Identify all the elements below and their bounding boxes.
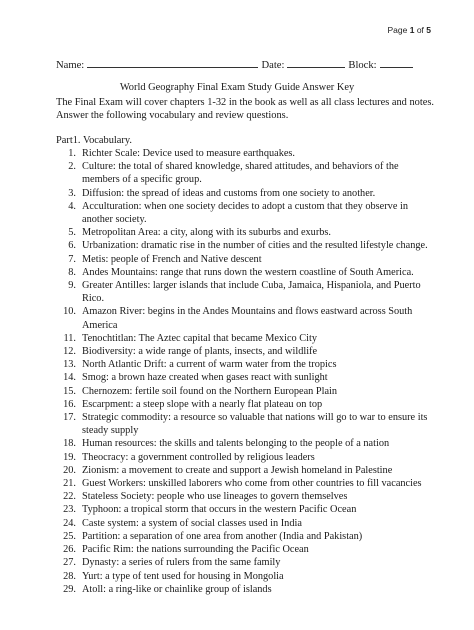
vocab-item — [56, 358, 434, 371]
vocab-item-number: 10. — [63, 306, 76, 318]
vocab-item — [56, 530, 434, 543]
vocab-item — [56, 451, 434, 464]
page-current: 1 — [409, 25, 415, 35]
vocab-item — [56, 332, 434, 345]
vocab-item-number: 4. — [68, 200, 76, 212]
vocab-item-text: Andes Mountains: range that runs down the western coastline of South America. — [82, 266, 414, 278]
vocab-item — [56, 385, 434, 398]
vocab-item-number: 22. — [63, 491, 76, 503]
vocab-item-text: Smog: a brown haze created when gases react with sunlight — [82, 372, 328, 384]
vocab-item-number: 21. — [63, 478, 76, 490]
vocab-item-number: 2. — [68, 161, 76, 173]
vocab-item-text: Stateless Society: people who use lineages to govern themselves — [82, 491, 348, 503]
vocab-item — [56, 266, 434, 279]
name-label: Name: — [56, 60, 85, 71]
vocab-item-text: Caste system: a system of social classes used in India — [82, 517, 302, 529]
name-blank[interactable] — [87, 58, 258, 68]
block-label: Block: — [348, 60, 377, 71]
vocab-item — [56, 345, 434, 358]
vocab-item-text: Greater Antilles: larger islands that include Cuba, Jamaica, Hispaniola, and Puerto Rico. — [82, 280, 421, 305]
block-blank[interactable] — [380, 58, 413, 68]
vocab-item-text: Diffusion: the spread of ideas and customs from one society to another. — [82, 187, 376, 199]
document-title: World Geography Final Exam Study Guide Answer Key — [119, 82, 355, 93]
vocab-item-number: 20. — [63, 464, 76, 476]
vocab-item — [56, 253, 434, 266]
part-heading: Part1. Vocabulary. — [56, 135, 132, 146]
vocab-item-number: 1. — [68, 148, 76, 159]
vocab-item-number: 26. — [63, 544, 76, 556]
vocab-item — [56, 200, 434, 226]
vocab-item — [56, 437, 434, 450]
vocab-item — [56, 371, 434, 384]
vocab-item-number: 15. — [63, 385, 76, 397]
vocab-item-number: 25. — [63, 530, 76, 542]
vocab-item-number: 5. — [68, 227, 76, 239]
intro-line-2: Answer the following vocabulary and review questions. — [56, 110, 289, 121]
vocab-item-text: Metropolitan Area: a city, along with its suburbs and exurbs. — [82, 227, 331, 239]
vocab-item-text: Pacific Rim: the nations surrounding the Pacific Ocean — [82, 544, 309, 556]
vocab-item-number: 12. — [63, 346, 76, 358]
date-label: Date: — [261, 60, 285, 71]
vocab-item — [56, 147, 434, 160]
vocab-item-number: 28. — [63, 570, 76, 582]
vocab-item-text: Richter Scale: Device used to measure earthquakes. — [82, 148, 296, 159]
vocab-item-text: Guest Workers: unskilled laborers who come from other countries to fill vacancies — [82, 478, 422, 490]
vocab-item-number: 13. — [63, 359, 76, 371]
vocab-item-number: 23. — [63, 504, 76, 516]
vocab-item-text: Yurt: a type of tent used for housing in Mongolia — [82, 570, 284, 582]
vocab-item — [56, 583, 434, 596]
vocab-item — [56, 477, 434, 490]
page-number — [388, 25, 432, 35]
vocab-item — [56, 570, 434, 583]
vocab-item-text: Metis: people of French and Native descent — [82, 253, 262, 265]
date-blank[interactable] — [287, 58, 345, 68]
vocab-item-text: Strategic commodity: a resource so valuable that nations will go to war to ensure its steady supply — [82, 412, 428, 437]
vocab-item-number: 17. — [63, 412, 76, 424]
page-label: Page — [387, 25, 410, 35]
intro-line-1: The Final Exam will cover chapters 1-32 in the book as well as all class lectures and notes. — [56, 97, 434, 108]
vocab-item-number: 7. — [68, 253, 76, 265]
vocab-item-number: 6. — [68, 240, 76, 252]
vocab-item-number: 8. — [68, 266, 76, 278]
vocab-item — [56, 503, 434, 516]
vocab-item-text: Partition: a separation of one area from another (India and Pakistan) — [82, 530, 363, 542]
vocab-item — [56, 305, 434, 331]
vocab-item-number: 14. — [63, 372, 76, 384]
vocab-item-text: Acculturation: when one society decides to adopt a custom that they observe in another society. — [82, 200, 408, 226]
student-info-line — [56, 58, 416, 71]
vocab-item-text: North Atlantic Drift: a current of warm water from the tropics — [82, 359, 337, 371]
vocab-item-number: 24. — [63, 517, 76, 529]
vocab-item — [56, 226, 434, 239]
vocab-item-text: Chernozem: fertile soil found on the Northern European Plain — [82, 385, 338, 397]
vocab-item-text: Dynasty: a series of rulers from the same family — [82, 557, 281, 569]
vocab-item-text: Human resources: the skills and talents belonging to the people of a nation — [82, 438, 390, 450]
vocab-item-number: 9. — [68, 280, 76, 292]
vocab-item-text: Zionism: a movement to create and support a Jewish homeland in Palestine — [82, 464, 393, 476]
vocab-item — [56, 490, 434, 503]
vocab-item-text: Typhoon: a tropical storm that occurs in the western Pacific Ocean — [82, 504, 357, 516]
vocab-item — [56, 279, 434, 305]
vocab-item-number: 3. — [68, 187, 76, 199]
vocab-item — [56, 187, 434, 200]
vocab-item-text: Culture: the total of shared knowledge, shared attitudes, and behaviors of the members of a specific group. — [82, 161, 399, 186]
vocab-item-number: 29. — [63, 583, 76, 595]
vocab-item — [56, 556, 434, 569]
vocab-item — [56, 464, 434, 477]
vocab-item — [56, 239, 434, 252]
vocab-item-text: Urbanization: dramatic rise in the number of cities and the resulted lifestyle change. — [82, 240, 428, 252]
page-total: 5 — [426, 25, 431, 35]
vocab-item-text: Tenochtitlan: The Aztec capital that became Mexico City — [82, 332, 317, 344]
vocab-item-number: 18. — [63, 438, 76, 450]
vocab-item-number: 27. — [63, 557, 76, 569]
vocab-item-text: Theocracy: a government controlled by religious leaders — [82, 451, 315, 463]
vocabulary-list — [56, 147, 434, 596]
page-of: of — [414, 25, 427, 35]
vocab-item — [56, 543, 434, 556]
vocab-item-text: Atoll: a ring-like or chainlike group of islands — [82, 583, 272, 595]
vocab-item — [56, 411, 434, 437]
vocab-item-text: Amazon River: begins in the Andes Mountains and flows eastward across South America — [82, 306, 413, 331]
vocab-item-text: Escarpment: a steep slope with a nearly flat plateau on top — [82, 398, 323, 410]
vocab-item-number: 19. — [63, 451, 76, 463]
vocab-item — [56, 160, 434, 186]
vocab-item — [56, 398, 434, 411]
vocab-item-number: 11. — [63, 332, 76, 344]
vocab-item-text: Biodiversity: a wide range of plants, insects, and wildlife — [82, 346, 318, 358]
vocab-item — [56, 517, 434, 530]
vocab-item-number: 16. — [63, 398, 76, 410]
